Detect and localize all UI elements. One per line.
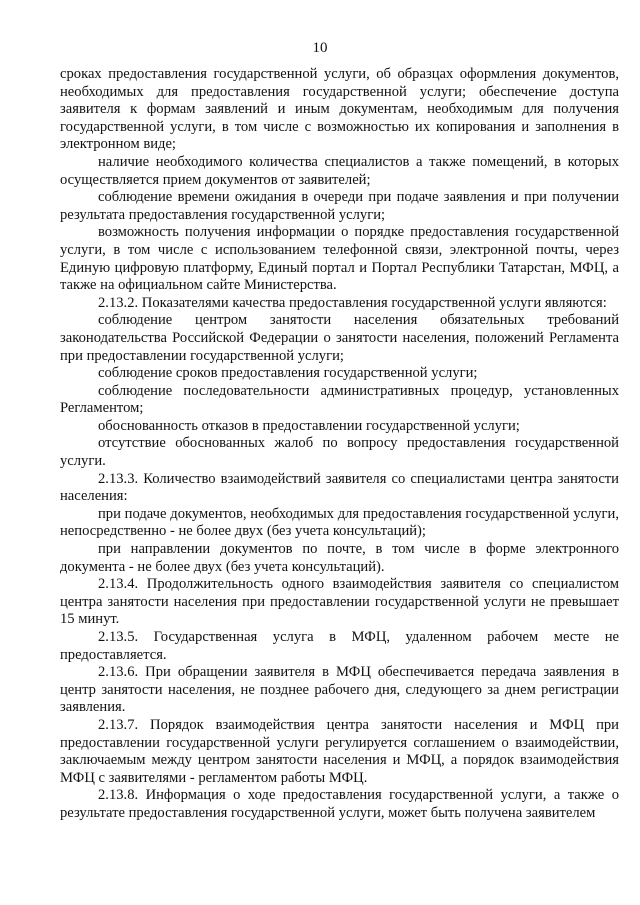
paragraph: 2.13.8. Информация о ходе предоставления государственной услуги, а также о результате предоставления государственной услуги, может быть получена заявителем [60,787,619,821]
paragraph: возможность получения информации о порядке предоставления государственной услуги, в том числе с использованием телефонной связи, электронной почты, через Единую цифровую платформу, Единый портал и Портал Республики Татарстан, МФЦ, а также на официальном сайте Министерства. [60,224,619,294]
paragraph: 2.13.2. Показателями качества предоставления государственной услуги являются: [98,294,607,311]
paragraph: 2.13.7. Порядок взаимодействия центра занятости населения и МФЦ при предоставлении государственной услуги регулируется соглашением о взаимодействии, заключаемым между центром занятости населения и МФЦ, а порядок взаимодействия МФЦ с заявителями - регламентом работы МФЦ. [60,716,619,786]
paragraph: соблюдение сроков предоставления государственной услуги; [98,365,478,382]
paragraph: соблюдение центром занятости населения обязательных требований законодательства Российской Федерации о занятости населения, положений Регламента при предоставлении государственной услуги; [60,312,619,364]
document-body [60,66,619,823]
paragraph: 2.13.3. Количество взаимодействий заявителя со специалистами центра занятости населения: [60,470,619,505]
paragraph: при направлении документов по почте, в том числе в форме электронного документа - не более двух (без учета консультаций). [60,541,619,575]
paragraph: 2.13.6. При обращении заявителя в МФЦ обеспечивается передача заявления в центр занятости населения, не позднее рабочего дня, следующего за днем регистрации заявления. [60,664,619,716]
paragraph: наличие необходимого количества специалистов а также помещений, в которых осуществляется прием документов от заявителей; [60,153,619,188]
paragraph: сроках предоставления государственной услуги, об образцах оформления документов, необходимых для предоставления государственной услуги; обеспечение доступа заявителя к формам заявлений и иным документам, необходимым для получения государственной услуги, в том числе с возможностью их копирования и заполнения в электронном виде; [60,66,619,153]
paragraph: 2.13.4. Продолжительность одного взаимодействия заявителя со специалистом центра занятости населения при предоставлении государственной услуги не превышает 15 минут. [60,576,619,628]
paragraph: соблюдение времени ожидания в очереди при подаче заявления и при получении результата предоставления государственной услуги; [60,189,619,223]
paragraph: 2.13.5. Государственная услуга в МФЦ, удаленном рабочем месте не предоставляется. [60,629,619,663]
paragraph: при подаче документов, необходимых для предоставления государственной услуги, непосредственно - не более двух (без учета консультаций); [60,505,619,540]
paragraph: отсутствие обоснованных жалоб по вопросу предоставления государственной услуги. [60,435,619,470]
paragraph: обоснованность отказов в предоставлении государственной услуги; [98,417,520,434]
paragraph: соблюдение последовательности административных процедур, установленных Регламентом; [60,382,619,417]
page-number: 10 [312,40,328,56]
